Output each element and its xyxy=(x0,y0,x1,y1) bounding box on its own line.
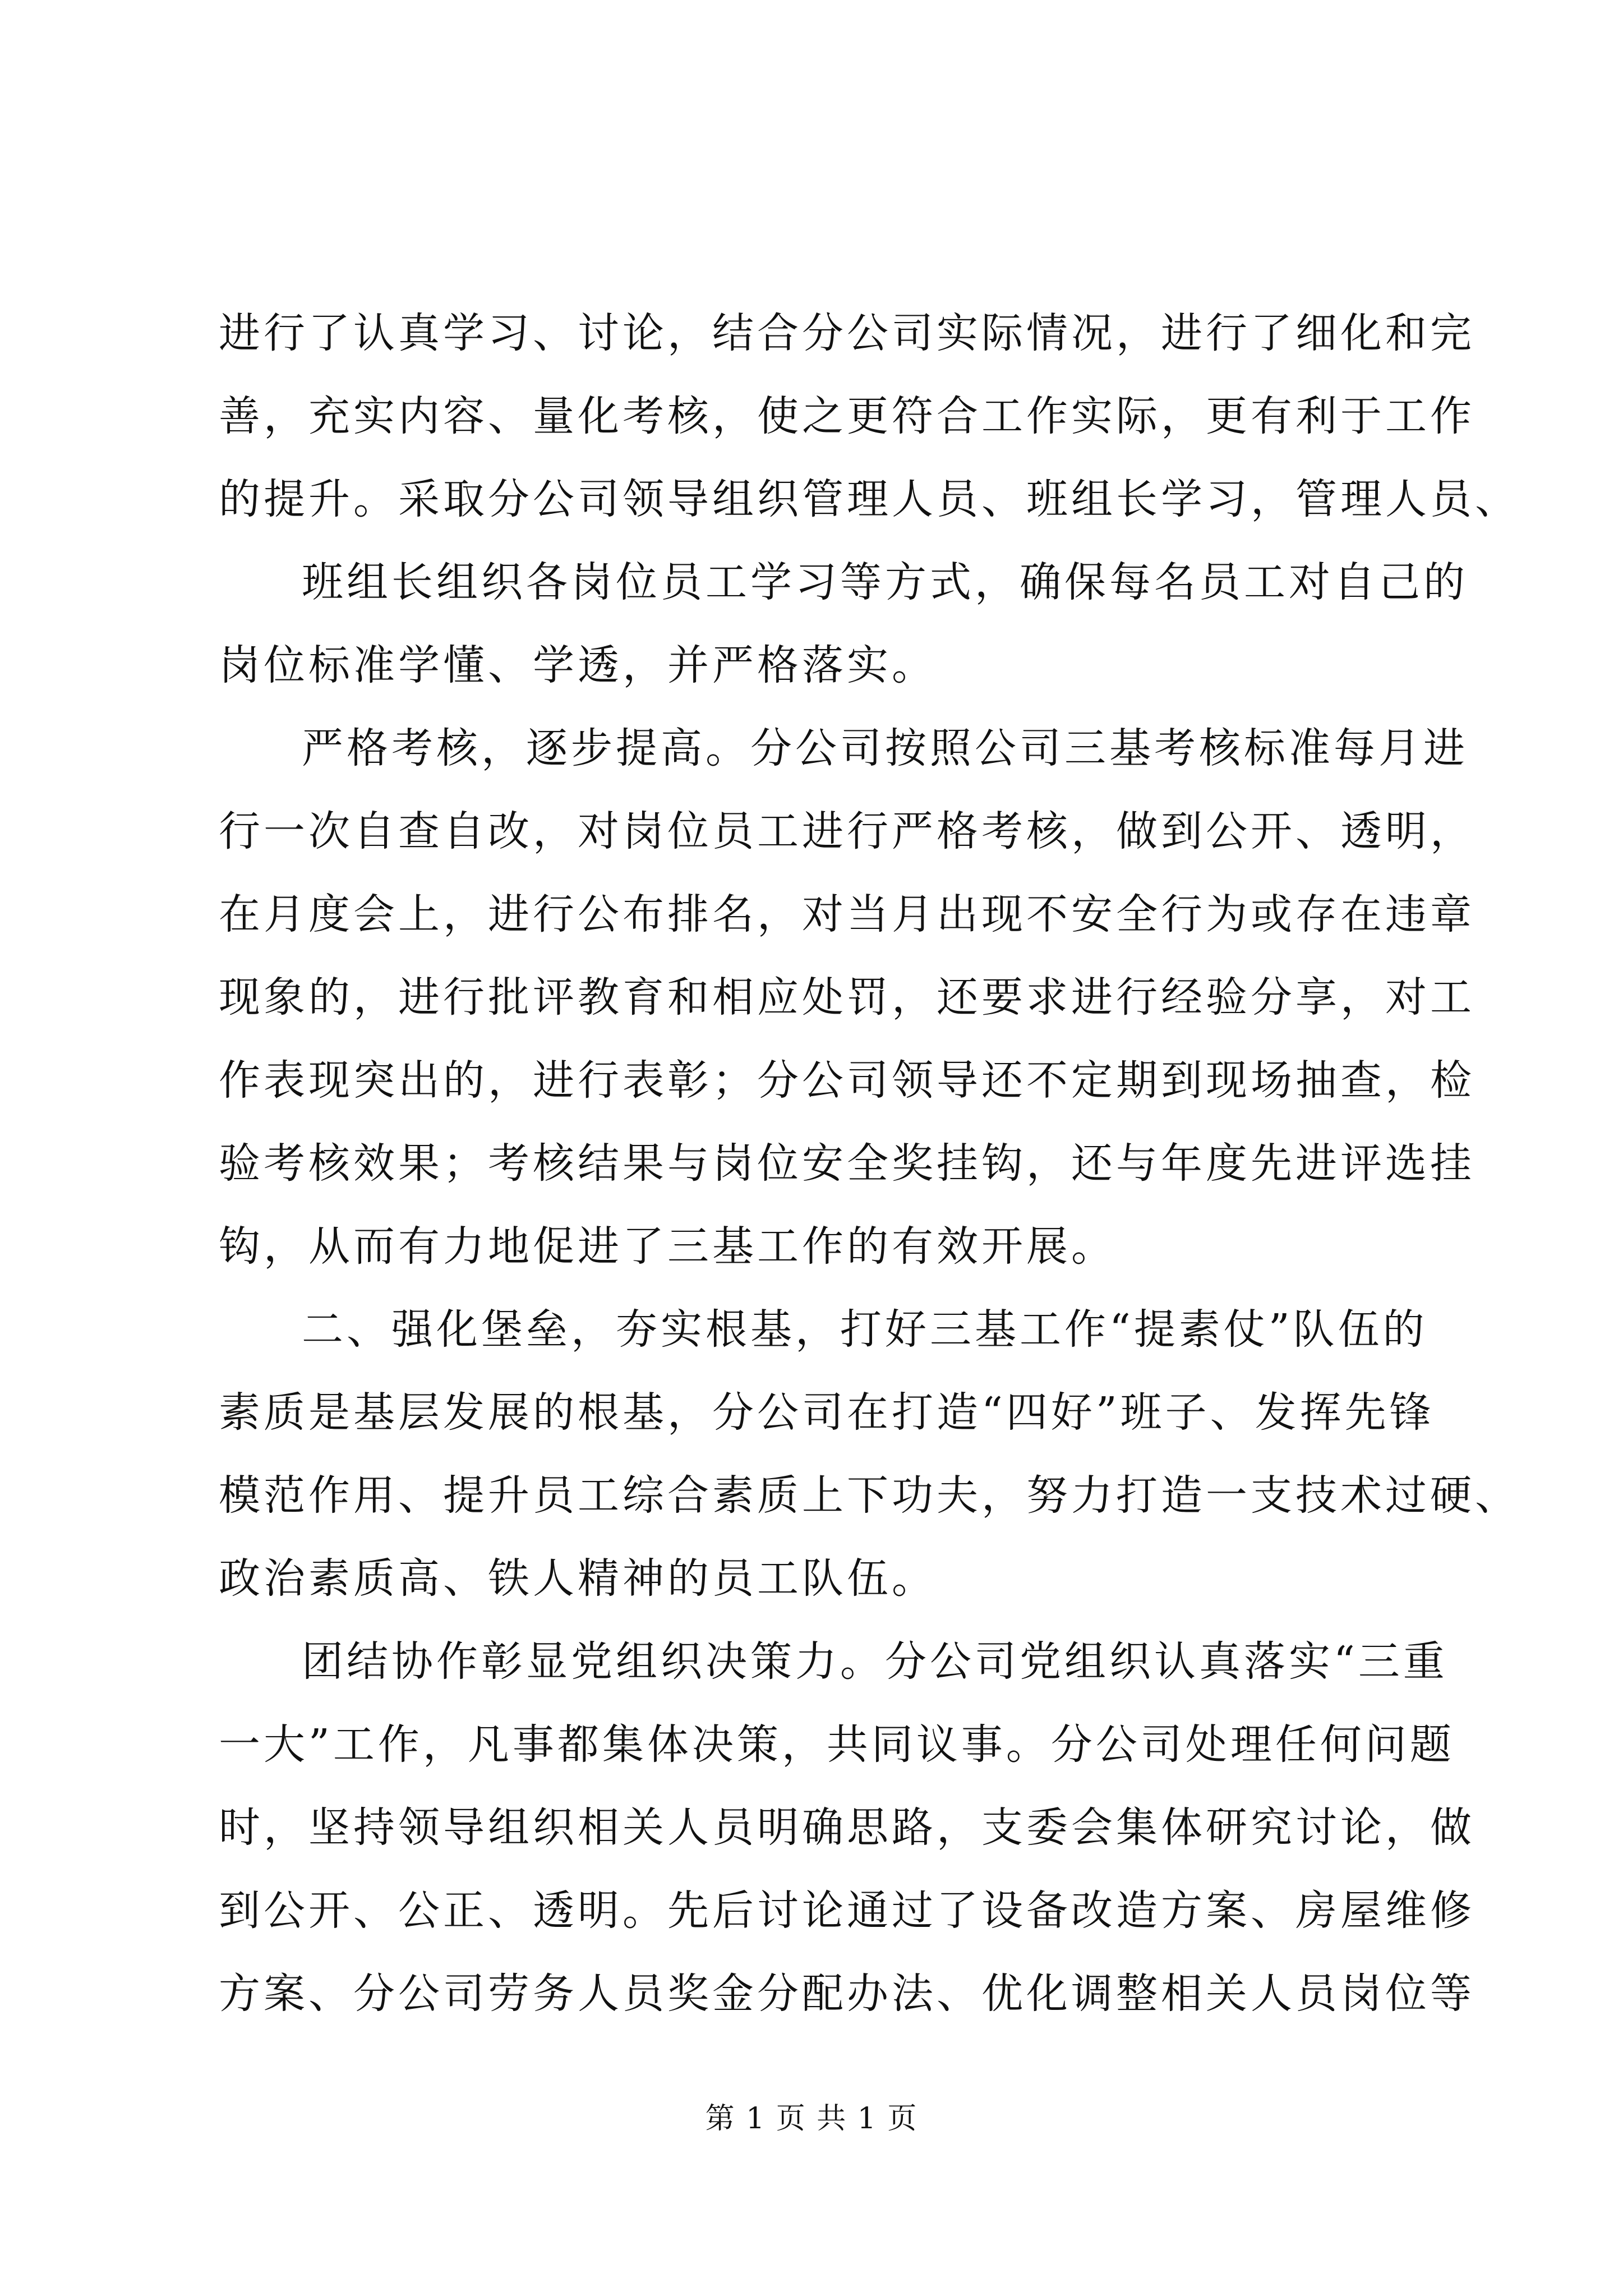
text-line: 到公开、公正、透明。先后讨论通过了设备改造方案、房屋维修 xyxy=(219,1887,1475,1935)
text-line: 团结协作彰显党组织决策力。分公司党组织认真落实“三重 xyxy=(302,1637,1448,1686)
body-text xyxy=(219,292,1520,2035)
text-line: 善，充实内容、量化考核，使之更符合工作实际，更有利于工作 xyxy=(219,392,1475,440)
text-line: 严格考核，逐步提高。分公司按照公司三基考核标准每月进 xyxy=(302,724,1468,772)
text-line: 二、强化堡垒，夯实根基，打好三基工作“提素仗”队伍的 xyxy=(302,1305,1428,1354)
text-line: 在月度会上，进行公布排名，对当月出现不安全行为或存在违章 xyxy=(219,890,1475,938)
text-line: 政治素质高、铁人精神的员工队伍。 xyxy=(219,1554,937,1603)
text-line: 行一次自查自改，对岗位员工进行严格考核，做到公开、透明， xyxy=(219,807,1475,855)
text-line: 的提升。采取分公司领导组织管理人员、班组长学习，管理人员、 xyxy=(219,475,1520,523)
text-line: 钩，从而有力地促进了三基工作的有效开展。 xyxy=(219,1222,1116,1271)
text-line: 现象的，进行批评教育和相应处罚，还要求进行经验分享，对工 xyxy=(219,973,1475,1022)
text-line: 时，坚持领导组织相关人员明确思路，支委会集体研究讨论，做 xyxy=(219,1803,1475,1852)
text-line: 验考核效果；考核结果与岗位安全奖挂钩，还与年度先进评选挂 xyxy=(219,1139,1475,1188)
text-line: 素质是基层发展的根基，分公司在打造“四好”班子、发挥先锋 xyxy=(219,1388,1435,1437)
text-line: 进行了认真学习、讨论，结合分公司实际情况，进行了细化和完 xyxy=(219,309,1475,357)
text-line: 岗位标准学懂、学透，并严格落实。 xyxy=(219,641,937,689)
text-line: 方案、分公司劳务人员奖金分配办法、优化调整相关人员岗位等 xyxy=(219,1970,1475,2018)
page-footer: 第 1 页 共 1 页 xyxy=(705,2102,918,2136)
text-line: 班组长组织各岗位员工学习等方式，确保每名员工对自己的 xyxy=(302,558,1468,606)
text-line: 作表现突出的，进行表彰；分公司领导还不定期到现场抽查，检 xyxy=(219,1056,1475,1105)
text-line: 模范作用、提升员工综合素质上下功夫，努力打造一支技术过硬、 xyxy=(219,1471,1520,1520)
text-line: 一大”工作，凡事都集体决策，共同议事。分公司处理任何问题 xyxy=(219,1720,1455,1769)
